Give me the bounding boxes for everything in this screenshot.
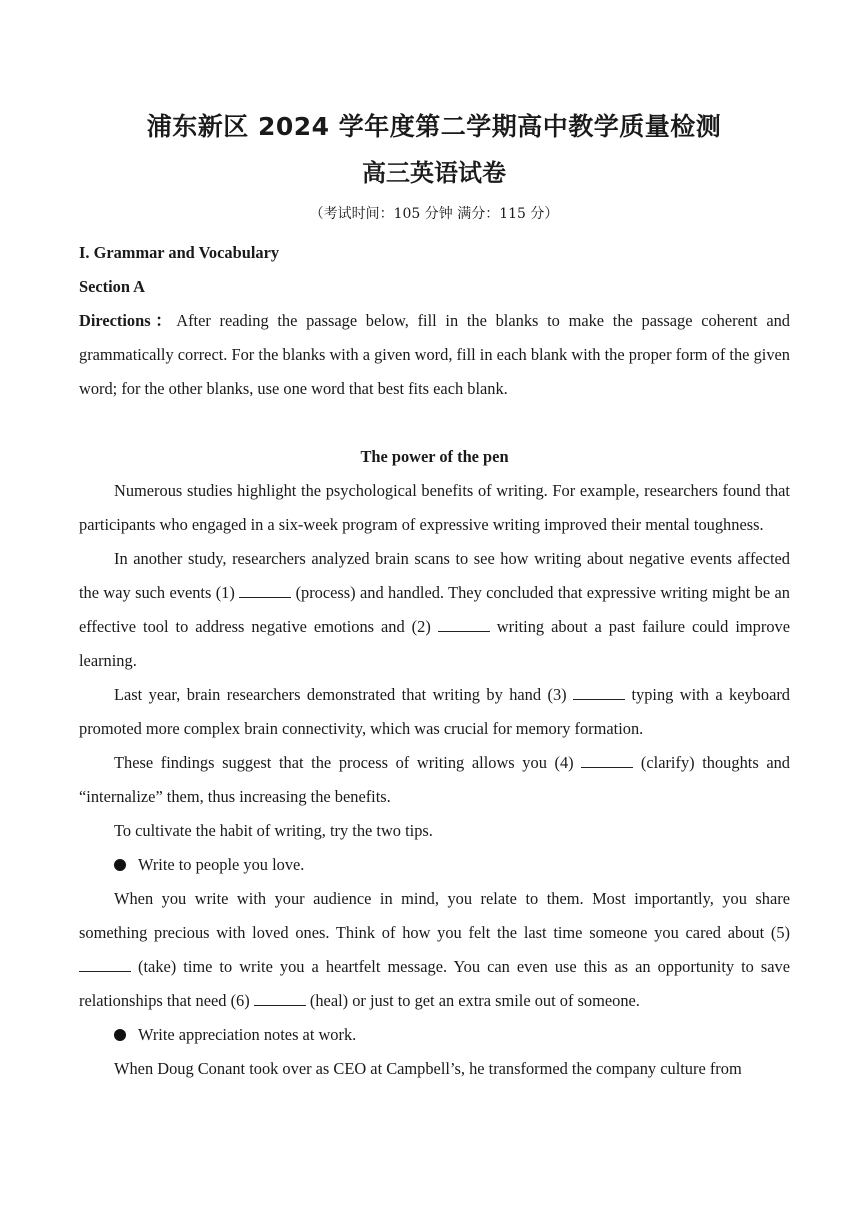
bullet-item-2 — [79, 1018, 790, 1052]
paragraph-2-text-a: In another study, researchers analyzed brain scans to see how writing about negative events affected the way such events (1) — [79, 549, 790, 602]
paragraph-6-text-c: (heal) or just to get an extra smile out of someone. — [305, 991, 640, 1010]
paragraph-4-text-a: These findings suggest that the process of writing allows you (4) — [114, 753, 582, 772]
bullet-dot-icon — [114, 859, 126, 871]
blank-4 — [581, 753, 633, 768]
paragraph-5: To cultivate the habit of writing, try the two tips. — [114, 821, 433, 840]
bullet-dot-icon — [114, 1029, 126, 1041]
paragraph-3 — [79, 678, 790, 746]
directions-text: After reading the passage below, fill in the blanks to make the passage coherent and grammatically correct. For the blanks with a given word, fill in each blank with the proper form of the given word; for the other blanks, use one word that best fits each blank. — [79, 311, 790, 398]
paragraph-2-text-c: writing about a past failure could improve learning. — [79, 617, 790, 670]
bullet-item-1 — [79, 848, 790, 882]
blank-3 — [573, 685, 625, 700]
blank-5 — [79, 957, 131, 972]
paragraph-6-text-a: When you write with your audience in mind, you relate to them. Most importantly, you share something precious with loved ones. Think of how you felt the last time someone you cared about (5) — [79, 889, 790, 942]
paragraph-3-text-a: Last year, brain researchers demonstrated that writing by hand (3) — [114, 685, 574, 704]
directions-label: Directions： — [79, 311, 177, 330]
blank-2 — [438, 617, 490, 632]
exam-subtitle: 高三英语试卷 — [362, 159, 506, 187]
part-heading: I. Grammar and Vocabulary — [79, 243, 280, 262]
blank-1 — [239, 583, 291, 598]
paragraph-6 — [79, 882, 790, 1018]
section-heading: Section A — [79, 277, 146, 296]
paragraph-1: Numerous studies highlight the psychological benefits of writing. For example, researchers found that participants who engaged in a six-week program of expressive writing improved their mental toughness. — [79, 481, 790, 534]
exam-info: （考试时间：105 分钟 满分：115 分） — [309, 206, 559, 222]
directions — [79, 304, 790, 406]
bullet-item-2-text: Write appreciation notes at work. — [138, 1025, 357, 1044]
paragraph-4 — [79, 746, 790, 814]
exam-title: 浦东新区 2024 学年度第二学期高中教学质量检测 — [146, 112, 722, 141]
paragraph-7: When Doug Conant took over as CEO at Campbell’s, he transformed the company culture from — [114, 1059, 742, 1078]
exam-content — [79, 236, 790, 1086]
paragraph-6-text-b: (take) time to write you a heartfelt message. You can even use this as an opportunity to save relationships that need (6) — [79, 957, 790, 1010]
paragraph-3-text-b: typing with a keyboard promoted more complex brain connectivity, which was crucial for memory formation. — [79, 685, 790, 738]
blank-6 — [254, 991, 306, 1006]
passage-title: The power of the pen — [360, 447, 509, 466]
paragraph-4-text-b: (clarify) thoughts and “internalize” them, thus increasing the benefits. — [79, 753, 791, 806]
paragraph-2-text-b: (process) and handled. They concluded that expressive writing might be an effective tool to address negative emotions and (2) — [79, 583, 790, 636]
spacer — [79, 406, 790, 440]
bullet-item-1-text: Write to people you love. — [138, 855, 305, 874]
paragraph-2 — [79, 542, 790, 678]
